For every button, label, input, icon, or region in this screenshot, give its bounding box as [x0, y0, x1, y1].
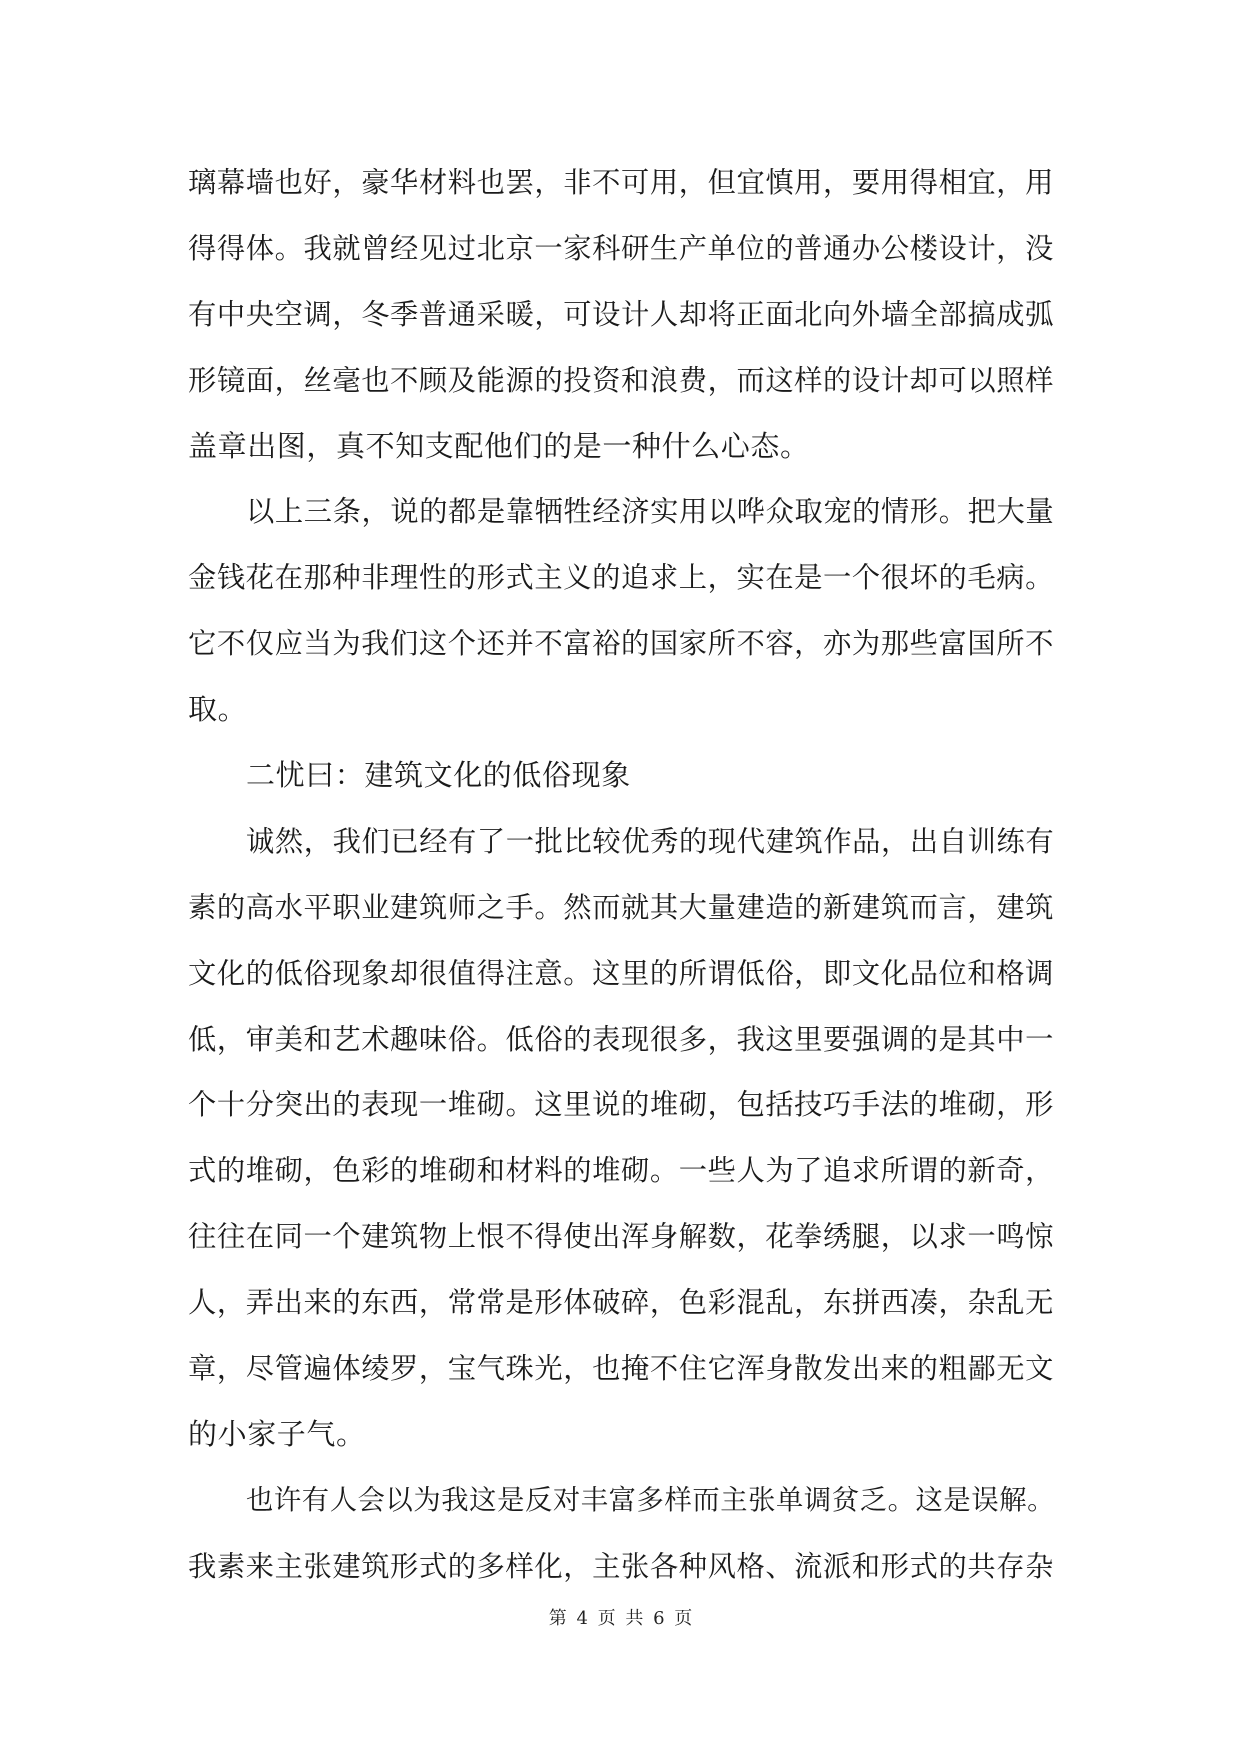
footer-prefix: 第 — [548, 1608, 567, 1629]
footer-current-page: 4 — [576, 1608, 588, 1629]
paragraph-first-line: 诚然，我们已经有了一批比较优秀的现代建筑作品，出自训练有 — [246, 824, 1055, 858]
text-line: 有中央空调，冬季普通采暖，可设计人却将正面北向外墙全部搞成弧 — [188, 297, 1054, 331]
text-line: 盖章出图，真不知支配他们的是一种什么心态。 — [188, 428, 810, 463]
text-line: 往往在同一个建筑物上恨不得使出浑身解数，花拳绣腿，以求一鸣惊 — [188, 1220, 1054, 1254]
section-heading: 二忧曰：建筑文化的低俗现象 — [246, 758, 631, 793]
text-line: 低，审美和艺术趣味俗。低俗的表现很多，我这里要强调的是其中一 — [188, 1022, 1054, 1056]
text-line: 素的高水平职业建筑师之手。然而就其大量建造的新建筑而言，建筑 — [188, 890, 1054, 924]
text-line: 它不仅应当为我们这个还并不富裕的国家所不容，亦为那些富国所不 — [188, 627, 1054, 661]
body-text — [188, 150, 1054, 1600]
text-line: 人，弄出来的东西，常常是形体破碎，色彩混乱，东拼西凑，杂乱无 — [188, 1286, 1054, 1320]
text-line: 式的堆砌，色彩的堆砌和材料的堆砌。一些人为了追求所谓的新奇， — [188, 1154, 1054, 1188]
footer-page-word: 页 — [597, 1608, 616, 1629]
text-line: 金钱花在那种非理性的形式主义的追求上，实在是一个很坏的毛病。 — [188, 561, 1054, 595]
text-line: 的小家子气。 — [188, 1416, 366, 1451]
paragraph-first-line: 也许有人会以为我这是反对丰富多样而主张单调贫乏。这是误解。 — [246, 1484, 1056, 1516]
text-line: 形镜面，丝毫也不顾及能源的投资和浪费，而这样的设计却可以照样 — [188, 363, 1054, 397]
text-line: 取。 — [188, 692, 248, 727]
text-line: 璃幕墙也好，豪华材料也罢，非不可用，但宜慎用，要用得相宜，用 — [188, 166, 1054, 199]
text-line: 章，尽管遍体绫罗，宝气珠光，也掩不住它浑身散发出来的粗鄙无文 — [188, 1352, 1054, 1386]
text-line: 得得体。我就曾经见过北京一家科研生产单位的普通办公楼设计，没 — [188, 231, 1054, 265]
footer-suffix: 页 — [674, 1608, 693, 1629]
page-footer — [0, 1607, 1241, 1631]
text-line: 我素来主张建筑形式的多样化，主张各种风格、流派和形式的共存杂 — [188, 1549, 1054, 1583]
text-line: 文化的低俗现象却很值得注意。这里的所谓低俗，即文化品位和格调 — [188, 956, 1054, 990]
text-line: 个十分突出的表现一堆砌。这里说的堆砌，包括技巧手法的堆砌，形 — [188, 1088, 1054, 1122]
footer-total-word: 共 — [625, 1608, 644, 1629]
footer-total-pages: 6 — [653, 1608, 665, 1629]
paragraph-first-line: 以上三条，说的都是靠牺牲经济实用以哗众取宠的情形。把大量 — [246, 495, 1055, 529]
